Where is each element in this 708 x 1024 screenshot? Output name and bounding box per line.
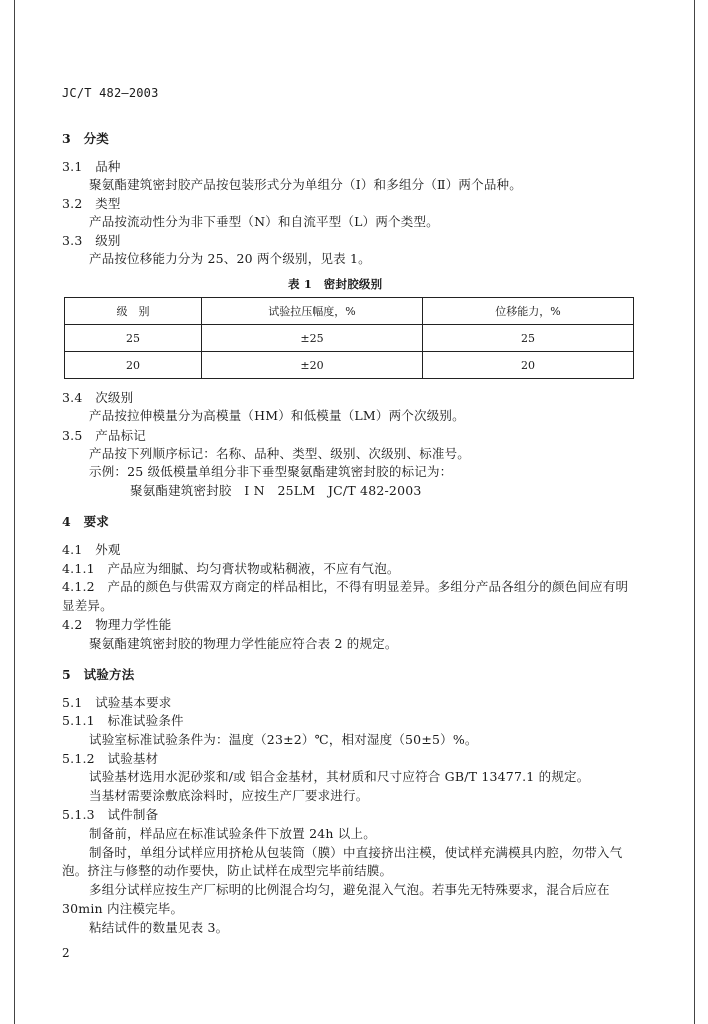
page-number: 2	[62, 946, 70, 960]
table-cell: 20	[65, 352, 202, 379]
table-header-cell: 级 别	[65, 298, 202, 325]
section-title: 级别	[95, 233, 121, 248]
section-title: 试验基本要求	[95, 695, 172, 710]
table-cell: 25	[423, 325, 634, 352]
section-title: 类型	[95, 196, 121, 211]
section-3-4-body: 产品按拉伸模量分为高模量（HM）和低模量（LM）两个次级别。	[89, 408, 465, 423]
section-5-1-3-p3-cont: 30min 内注模完毕。	[62, 901, 184, 916]
section-5-1-3-heading	[62, 806, 158, 824]
section-5-1-1-body: 试验室标准试验条件为：温度（23±2）℃，相对湿度（50±5）%。	[89, 732, 478, 747]
section-5-1-2-body-2: 当基材需要涂敷底涂料时，应按生产厂要求进行。	[89, 788, 369, 803]
section-5-1-2-body: 试验基材选用水泥砂浆和/或 铝合金基材，其材质和尺寸应符合 GB/T 13477.1 的规定。	[89, 769, 590, 784]
scan-edge-right	[694, 0, 695, 1024]
section-number: 4.1.2	[62, 579, 95, 594]
table-cell: 25	[65, 325, 202, 352]
section-5-1-heading	[62, 694, 171, 712]
section-title: 要求	[83, 514, 110, 529]
section-number: 3.3	[62, 233, 83, 248]
section-3-heading	[62, 130, 109, 148]
section-3-2-body: 产品按流动性分为非下垂型（N）和自流平型（L）两个类型。	[89, 214, 439, 229]
section-title: 试验基材	[107, 751, 159, 766]
table-cell: 20	[423, 352, 634, 379]
section-title: 次级别	[95, 390, 134, 405]
section-number: 5.1.1	[62, 713, 95, 728]
section-3-4-heading	[62, 389, 133, 407]
section-title: 分类	[83, 131, 110, 146]
section-5-1-3-p2: 制备时，单组分试样应用挤枪从包装筒（膜）中直接挤出注模，使试样充满模具内腔，勿带入气	[89, 845, 623, 860]
section-number: 3.5	[62, 428, 83, 443]
section-4-1-heading	[62, 541, 121, 559]
section-title: 试件制备	[107, 807, 159, 822]
table-row	[65, 325, 634, 352]
section-3-3-body: 产品按位移能力分为 25、20 两个级别，见表 1。	[89, 251, 371, 266]
section-5-1-3-p2-cont: 泡。挤注与修整的动作要快，防止试样在成型完毕前结膜。	[62, 863, 393, 878]
section-number: 3.4	[62, 390, 83, 405]
section-title: 产品标记	[95, 428, 146, 443]
section-title: 标准试验条件	[107, 713, 184, 728]
section-4-2-body: 聚氨酯建筑密封胶的物理力学性能应符合表 2 的规定。	[89, 636, 398, 651]
section-5-heading	[62, 666, 134, 684]
section-5-1-1-heading	[62, 712, 184, 730]
table-cell: ±20	[202, 352, 423, 379]
section-number: 4	[62, 514, 71, 529]
section-4-1-2	[62, 578, 628, 596]
section-3-5-mark: 聚氨酯建筑密封胶 Ⅰ N 25LM JC/T 482-2003	[130, 483, 422, 498]
section-5-1-3-p3: 多组分试样应按生产厂标明的比例混合均匀，避免混入气泡。若事先无特殊要求，混合后应在	[89, 882, 610, 897]
section-number: 5.1.3	[62, 807, 95, 822]
table-row	[65, 352, 634, 379]
doc-id: JC/T 482—2003	[62, 86, 159, 100]
section-3-5-body: 产品按下列顺序标记：名称、品种、类型、级别、次级别、标准号。	[89, 446, 471, 461]
section-title: 品种	[95, 159, 121, 174]
section-5-1-3-p1: 制备前，样品应在标准试验条件下放置 24h 以上。	[89, 826, 376, 841]
section-4-1-1	[62, 560, 400, 578]
section-5-1-2-heading	[62, 750, 158, 768]
table-1-caption: 表 1 密封胶级别	[288, 277, 383, 291]
section-number: 5.1	[62, 695, 83, 710]
section-title: 试验方法	[83, 667, 135, 682]
section-number: 4.2	[62, 617, 83, 632]
section-number: 3	[62, 131, 71, 146]
section-5-1-3-p4: 粘结试件的数量见表 3。	[89, 920, 229, 935]
section-3-5-heading	[62, 427, 146, 445]
section-3-2-heading	[62, 195, 121, 213]
section-3-1-body: 聚氨酯建筑密封胶产品按包装形式分为单组分（Ⅰ）和多组分（Ⅱ）两个品种。	[89, 177, 522, 192]
section-body: 产品应为细腻、均匀膏状物或粘稠液，不应有气泡。	[107, 561, 400, 576]
section-3-5-example: 示例：25 级低模量单组分非下垂型聚氨酯建筑密封胶的标记为：	[89, 464, 453, 479]
section-title: 外观	[95, 542, 121, 557]
section-number: 3.2	[62, 196, 83, 211]
section-number: 5	[62, 667, 71, 682]
section-4-1-2-cont: 显差异。	[62, 598, 113, 613]
section-3-3-heading	[62, 232, 121, 250]
table-header-cell: 试验拉压幅度，%	[202, 298, 423, 325]
section-number: 4.1.1	[62, 561, 95, 576]
scan-edge-left	[14, 0, 15, 1024]
section-3-1-heading	[62, 158, 121, 176]
table-cell: ±25	[202, 325, 423, 352]
section-title: 物理力学性能	[95, 617, 172, 632]
section-4-heading	[62, 513, 109, 531]
section-number: 4.1	[62, 542, 83, 557]
section-number: 5.1.2	[62, 751, 95, 766]
table-header-cell: 位移能力，%	[423, 298, 634, 325]
table-header-row	[65, 298, 634, 325]
section-body: 产品的颜色与供需双方商定的样品相比，不得有明显差异。多组分产品各组分的颜色间应有明	[107, 579, 629, 594]
section-number: 3.1	[62, 159, 83, 174]
section-4-2-heading	[62, 616, 171, 634]
table-1	[64, 297, 634, 379]
